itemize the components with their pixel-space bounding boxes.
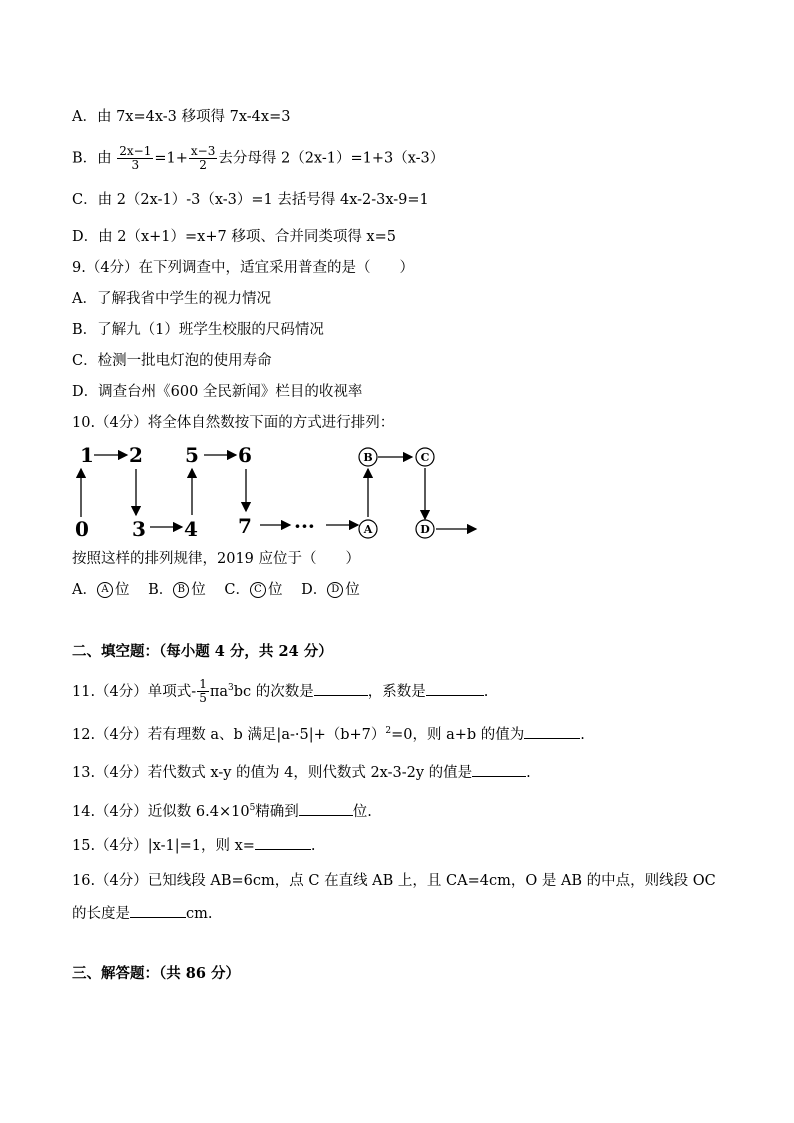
q10-option-d-letter: D．: [301, 582, 328, 598]
bottom-number-4: 4: [184, 517, 198, 541]
top-number-6: 6: [238, 443, 252, 467]
q8-fraction-2-den: 2: [199, 158, 207, 172]
q11-blank-degree[interactable]: [314, 681, 368, 696]
q10-question: 按照这样的排列规律，2019 应位于（ ）: [72, 551, 361, 567]
q13: [72, 762, 531, 783]
q10-option-d-circle: D: [327, 582, 343, 598]
q8-fraction-1: [117, 145, 153, 172]
q10-option-c-text: 位: [267, 582, 283, 598]
ellipsis: ···: [294, 514, 315, 538]
top-number-5: 5: [185, 443, 199, 467]
q16-line1: 16.（4分）已知线段 AB=6cm，点 C 在直线 AB 上，且 CA=4cm，O 是 AB 的中点，则线段 OC: [72, 873, 716, 889]
q8-option-b-suffix: 去分母得 2（2x-1）=1+3（x-3）: [218, 150, 445, 167]
q10-options: [72, 580, 360, 600]
q12: [72, 721, 585, 745]
q11-expr-b: bc 的次数是: [233, 683, 314, 700]
q10-option-b: [148, 582, 206, 598]
q8-option-a: A．由 7x=4x-3 移项得 7x-4x=3: [72, 109, 291, 125]
q15: [72, 835, 316, 856]
q8-fraction-2: [189, 145, 217, 172]
q14-mid: 精确到: [255, 803, 299, 820]
q8-fraction-2-num: x−3: [190, 144, 216, 158]
section3-title: 三、解答题：（共 86 分）: [72, 965, 241, 982]
q9-option-b: B．了解九（1）班学生校服的尺码情况: [72, 322, 324, 338]
q11-mid: ，系数是: [367, 683, 426, 700]
q10-option-a-circle: A: [97, 582, 113, 598]
q8-option-b: [72, 145, 444, 172]
q10-option-a-text: 位: [114, 582, 130, 598]
q14-blank[interactable]: [299, 801, 353, 816]
q11-fraction: [197, 678, 209, 705]
bottom-number-0: 0: [75, 517, 89, 541]
q10-option-d-text: 位: [345, 582, 360, 598]
top-number-2: 2: [129, 443, 143, 467]
q16-line2-end: cm.: [186, 906, 213, 922]
q15-blank[interactable]: [255, 835, 311, 850]
q11-end: .: [483, 683, 489, 700]
q16-blank[interactable]: [130, 903, 186, 918]
q12-end: .: [580, 726, 585, 743]
q12-blank[interactable]: [524, 724, 580, 739]
q11-prefix: 11.（4分）单项式-: [72, 683, 197, 700]
section2-title: 二、填空题：（每小题 4 分，共 24 分）: [72, 643, 333, 660]
q13-end: .: [526, 765, 531, 781]
q8-option-d: D．由 2（x+1）=x+7 移项、合并同类项得 x=5: [72, 229, 396, 245]
top-number-1: 1: [80, 443, 94, 467]
q11: [72, 678, 488, 705]
q9-stem: 9.（4分）在下列调查中，适宜采用普查的是（ ）: [72, 260, 415, 276]
q10-option-b-circle: B: [173, 582, 189, 598]
circle-d-label: D: [420, 523, 430, 536]
q11-exponent: 3: [228, 683, 234, 693]
q13-prefix: 13.（4分）若代数式 x-y 的值为 4，则代数式 2x-3-2y 的值是: [72, 765, 473, 781]
bottom-number-3: 3: [132, 517, 146, 541]
q8-option-c: C．由 2（2x-1）-3（x-3）=1 去括号得 4x-2-3x-9=1: [72, 192, 429, 208]
q13-blank[interactable]: [472, 762, 526, 777]
q9-option-d: D．调查台州《600 全民新闻》栏目的收视率: [72, 384, 363, 400]
q10-option-a-letter: A．: [72, 582, 97, 598]
q9-option-c: C．检测一批电灯泡的使用寿命: [72, 353, 272, 369]
q10-option-c-circle: C: [250, 582, 266, 598]
q10-option-d: [301, 582, 360, 598]
q8-option-b-prefix: B．由: [72, 150, 112, 167]
q10-option-c: [224, 582, 282, 598]
bottom-number-7: 7: [238, 514, 252, 538]
q11-expr-a: πa: [209, 683, 229, 700]
q14-exponent: 5: [249, 803, 256, 813]
q10-option-b-letter: B．: [148, 582, 174, 598]
q8-option-b-mid: =1+: [154, 150, 188, 167]
q12-prefix: 12.（4分）若有理数 a、b 满足|a-·5|+（b+7）: [72, 726, 386, 743]
q14-end: 位.: [352, 803, 372, 820]
q9-option-a: A．了解我省中学生的视力情况: [72, 291, 271, 307]
circle-c-label: C: [420, 451, 430, 464]
q10-stem: 10.（4分）将全体自然数按下面的方式进行排列：: [72, 415, 395, 431]
q14-prefix: 14.（4分）近似数 6.4×10: [72, 803, 250, 820]
q15-prefix: 15.（4分）|x-1|=1，则 x=: [72, 838, 255, 854]
q12-exponent: 2: [385, 726, 392, 736]
q11-fraction-num: 1: [199, 677, 207, 692]
circle-a-label: A: [363, 523, 373, 536]
q10-option-c-letter: C．: [224, 582, 250, 598]
q16-line2-prefix: 的长度是: [72, 906, 130, 922]
q16-line2: [72, 903, 212, 924]
q10-option-b-text: 位: [191, 582, 206, 598]
circle-b-label: B: [363, 451, 373, 464]
q8-fraction-1-num: 2x−1: [119, 144, 152, 158]
q8-fraction-1-den: 3: [131, 158, 140, 172]
q11-fraction-den: 5: [199, 691, 207, 706]
q10-option-a: [72, 582, 129, 598]
q14: [72, 798, 372, 822]
q11-blank-coefficient[interactable]: [426, 681, 484, 696]
number-arrangement-diagram: [72, 441, 482, 541]
q12-suffix: =0，则 a+b 的值为: [391, 726, 525, 743]
q15-end: .: [310, 838, 316, 854]
